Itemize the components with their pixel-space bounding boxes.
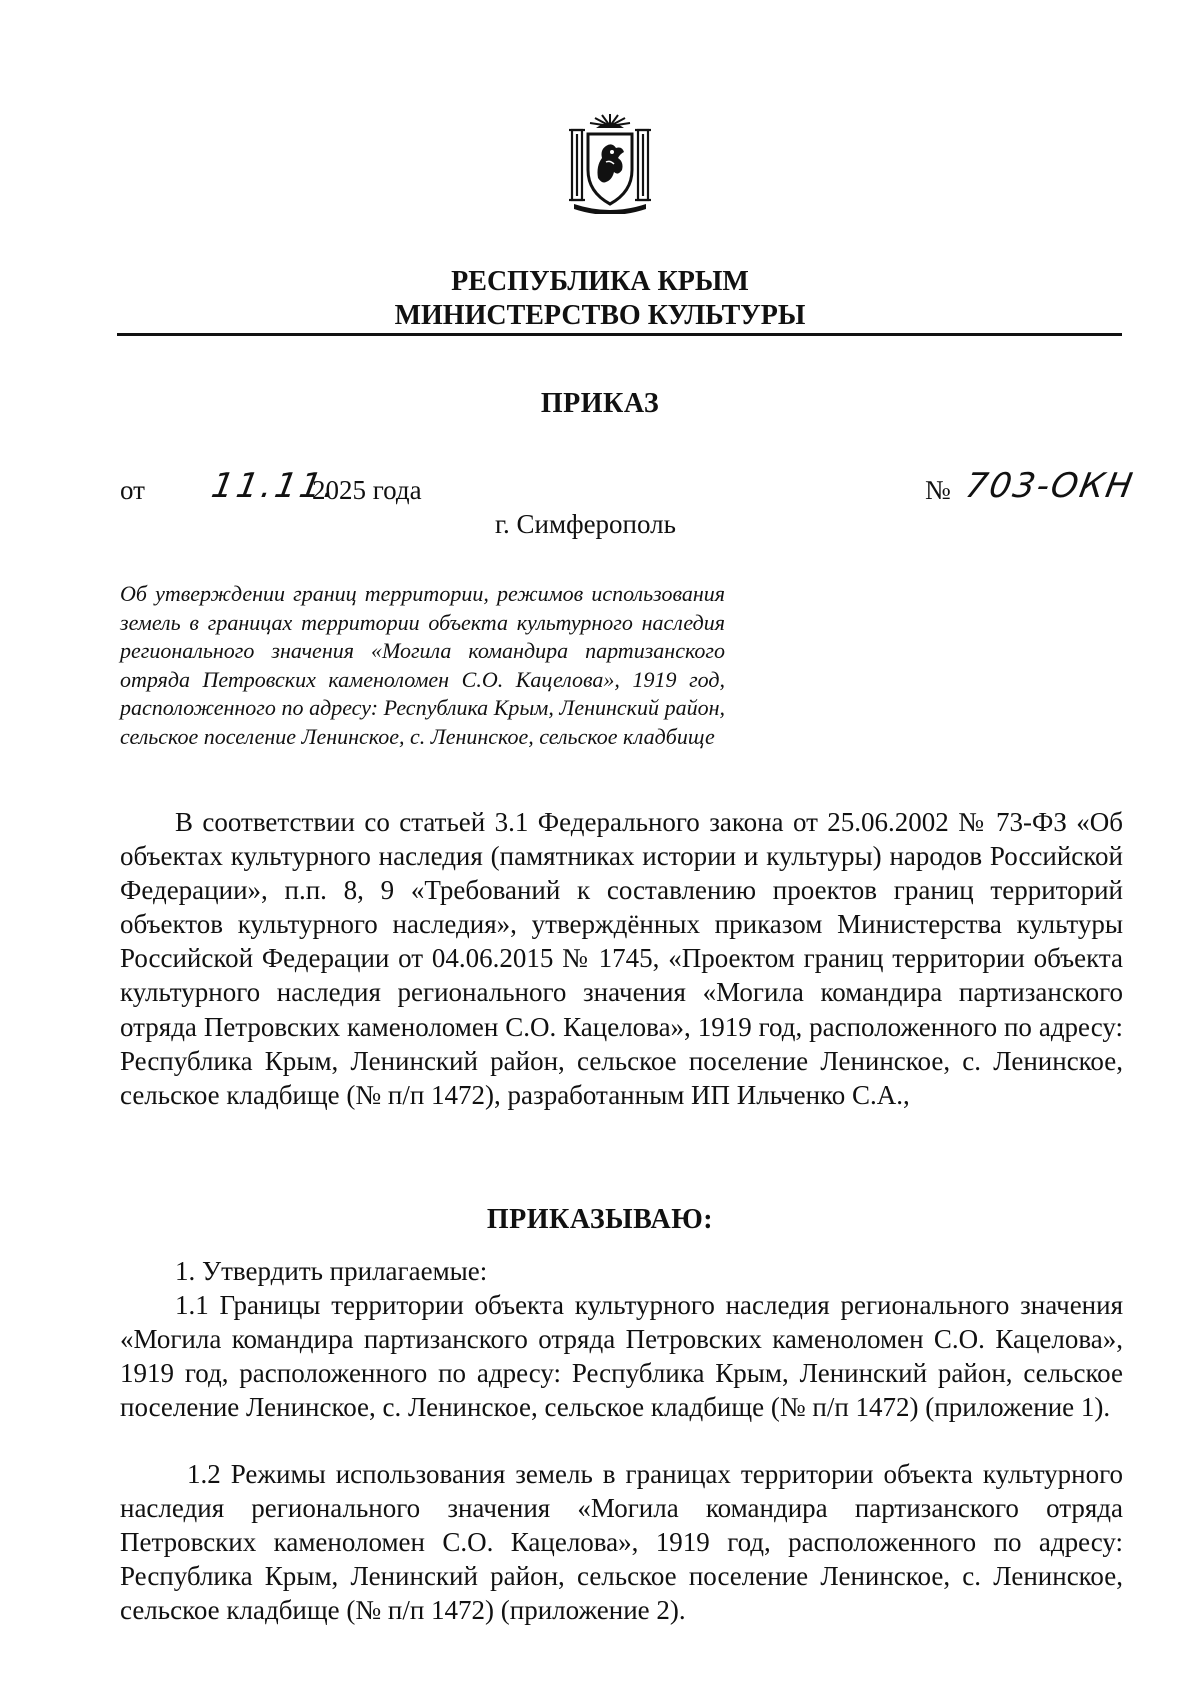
document-year: 2025 года — [312, 475, 422, 505]
org-name-republic: РЕСПУБЛИКА КРЫМ — [451, 266, 749, 297]
header-divider — [117, 333, 1122, 336]
document-title: ПРИКАЗ — [540, 388, 660, 419]
org-name-ministry: МИНИСТЕРСТВО КУЛЬТУРЫ — [394, 300, 806, 331]
handwritten-document-number: 703-ОКН — [962, 466, 1138, 506]
date-label: от — [120, 475, 145, 505]
document-city: г. Симферополь — [495, 509, 676, 539]
order-item-1-1: 1.1 Границы территории объекта культурного наследия регионального значения «Могила командира партизанского отряда Петровских каменоломен С.О. Кацелова», 1919 год, расположенного по адресу: Республика Крым, Ленинский район, сельское поселение Ленинское, с. Ленинское, сельское кладбище (№ п/п 1472) (приложение 1). — [120, 1290, 1123, 1423]
crimea-coat-of-arms-icon — [566, 112, 654, 214]
preamble-paragraph: В соответствии со статьей 3.1 Федерального закона от 25.06.2002 № 73-ФЗ «Об объектах культурного наследия (памятниках истории и культуры) народов Российской Федерации», п.п. 8, 9 «Требований к составлению проектов границ территорий объектов культурного наследия», утверждённых приказом Министерства культуры Российской Федерации от 04.06.2015 № 1745, «Проектом границ территории объекта культурного наследия регионального значения «Могила командира партизанского отряда Петровских каменоломен С.О. Кацелова», 1919 год, расположенного по адресу: Республика Крым, Ленинский район, сельское поселение Ленинское, с. Ленинское, сельское кладбище (№ п/п 1472), разработанным ИП Ильченко С.А., — [120, 807, 1123, 1110]
number-label: № — [925, 475, 951, 505]
document-subject: Об утверждении границ территории, режимов использования земель в границах территории объекта культурного наследия регионального значения «Могила командира партизанского отряда Петровских каменоломен С.О. Кацелова», 1919 год, расположенного по адресу: Республика Крым, Ленинский район, сельское поселение Ленинское, с. Ленинское, сельское кладбище — [120, 581, 725, 749]
order-item-1-2: 1.2 Режимы использования земель в границах территории объекта культурного наследия регионального значения «Могила командира партизанского отряда Петровских каменоломен С.О. Кацелова», 1919 год, расположенного по адресу: Республика Крым, Ленинский район, сельское поселение Ленинское, с. Ленинское, сельское кладбище (№ п/п 1472) (приложение 2). — [120, 1459, 1123, 1626]
handwritten-date: 11.11. — [208, 466, 342, 506]
order-heading: ПРИКАЗЫВАЮ: — [486, 1204, 714, 1235]
order-item-1: 1. Утвердить прилагаемые: — [175, 1256, 488, 1286]
